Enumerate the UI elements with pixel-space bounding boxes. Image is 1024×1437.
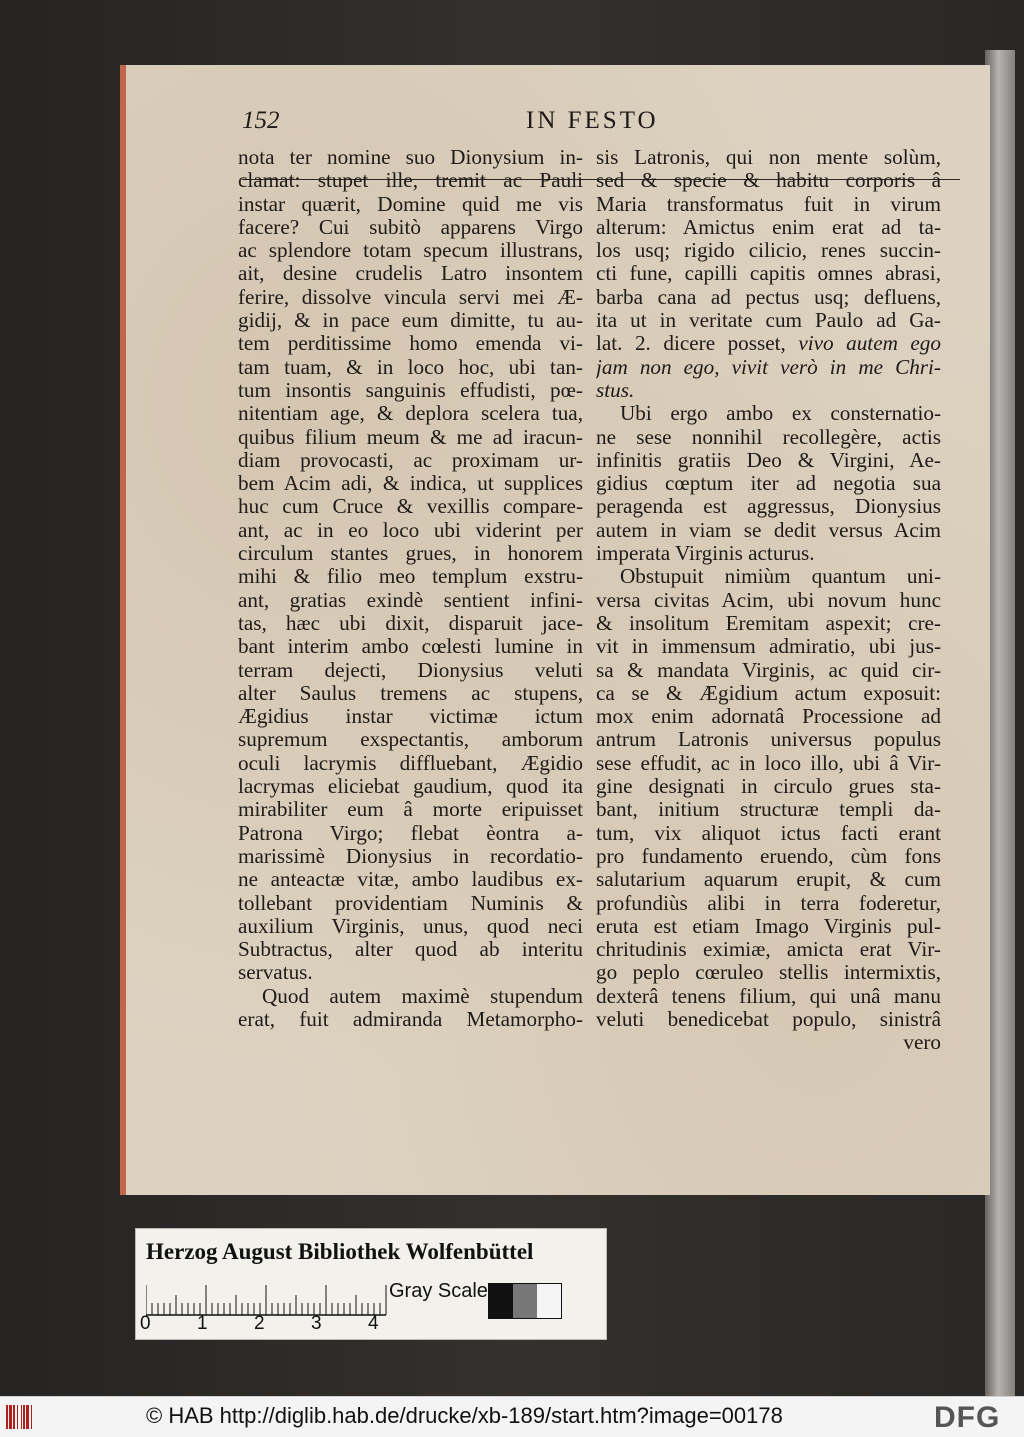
text-line: jam non ego, vivit verò in me Chri-	[596, 355, 941, 379]
text-line: Obstupuit nimiùm quantum uni-	[620, 565, 941, 589]
text-line: ait, desine crudelis Latro insontem	[238, 262, 583, 286]
text-line: sa & mandata Virginis, ac quid cir-	[596, 658, 941, 682]
barcode-bar	[6, 1405, 8, 1429]
text-line: oculi lacrymis diffluebant, Ægidio	[238, 751, 583, 775]
text-line: Patrona Virgo; flebat èontra a-	[238, 821, 583, 845]
text-line: sis Latronis, qui non mente solùm,	[596, 146, 941, 169]
text-line: ita ut in veritate cum Paulo ad Ga-	[596, 309, 941, 333]
text-line: ant, gratias exindè sentient infini-	[238, 588, 583, 612]
text-line: tum insontis sanguinis effudisti, pœ-	[238, 378, 583, 402]
gray-swatch	[537, 1284, 561, 1318]
text-line: bem Acim adi, & indica, ut supplices	[238, 472, 583, 496]
text-line: sed & specie & habitu corporis â	[596, 169, 941, 193]
running-title: IN FESTO	[526, 107, 659, 134]
italic-quote: vivo autem ego	[798, 332, 941, 356]
text-line: servatus.	[238, 961, 313, 985]
text-line: chritudinis eximiæ, amicta erat Vir-	[596, 938, 941, 962]
ruler-number: 0	[140, 1313, 151, 1334]
barcode-bar	[26, 1405, 29, 1429]
text-line: Ægidius instar victimæ ictum	[238, 705, 583, 729]
text-line: profundiùs alibi in terra foderetur,	[596, 891, 941, 915]
text-line: imperata Virginis acturus.	[596, 542, 815, 566]
text-line: autem in viam se dedit versus Acim	[596, 518, 941, 542]
text-line: erat, fuit admiranda Metamorpho-	[238, 1007, 583, 1031]
text-line: marissimè Dionysius in recordatio-	[238, 844, 583, 868]
text-line: auxilium Virginis, unus, quod neci	[238, 914, 583, 938]
text-line: stus.	[596, 378, 635, 402]
text-line: tum, vix aliquot ictus facti erant	[596, 821, 941, 845]
text-line: go peplo cœruleo stellis intermixtis,	[596, 961, 941, 985]
text-line: Quod autem maximè stupendum	[262, 984, 583, 1008]
text-line: gine designati in circulo grues sta-	[596, 775, 941, 799]
text-line: dexterâ tenens filium, qui unâ manu	[596, 984, 941, 1008]
page-number: 152	[242, 107, 280, 134]
text-line: Subtractus, alter quod ab interitu	[238, 938, 583, 962]
text-line: Maria transformatus fuit in virum	[596, 192, 941, 216]
gray-swatch	[489, 1284, 513, 1318]
viewer-footer	[0, 1396, 1024, 1437]
text-line: nitentiam age, & deplora scelera tua,	[238, 402, 583, 426]
library-name: Herzog August Bibliothek Wolfenbüttel	[146, 1239, 534, 1264]
text-line: ant, ac in eo loco ubi viderint per	[238, 518, 583, 542]
text-line: vit in immensum admiratio, ubi jus-	[596, 635, 941, 659]
text-line: mirabiliter eum â morte eripuisset	[238, 798, 583, 822]
text-line	[596, 332, 941, 355]
right-text-column	[596, 146, 941, 1055]
barcode-bar	[31, 1405, 32, 1429]
ruler-number: 1	[197, 1313, 208, 1334]
text-line: antrum Latronis universus populus	[596, 728, 941, 752]
text-line: bant interim ambo cœlesti lumine in	[238, 635, 583, 659]
text-line: salutarium aquarum erupit, & cum	[596, 868, 941, 892]
text-line: ca se & Ægidium actum exposuit:	[596, 681, 941, 705]
text-line: facere? Cui subitò apparens Virgo	[238, 215, 583, 239]
text-line: tas, hæc ubi dixit, disparuit jace-	[238, 611, 583, 635]
dfg-logo: DFG	[934, 1401, 1001, 1434]
page-header	[126, 107, 990, 137]
text-line: tam tuam, & in loco hoc, ubi tan-	[238, 355, 583, 379]
barcode-bar	[21, 1405, 22, 1429]
text-line: eruta est etiam Imago Virginis pul-	[596, 914, 941, 938]
text-line: sese effudit, ac in loco illo, ubi â Vir-	[596, 751, 941, 775]
text-line: gidius cœptum iter ad negotia sua	[596, 472, 941, 496]
ruler-number: 2	[254, 1313, 265, 1334]
text-line: veluti benedicebat populo, sinistrâ	[596, 1007, 941, 1031]
text-line: instar quærit, Domine quid me vis	[238, 192, 583, 216]
text-line: vero	[903, 1031, 941, 1055]
text-line: ne anteactæ vitæ, ambo laudibus ex-	[238, 868, 583, 892]
text-line: Ubi ergo ambo ex consternatio-	[620, 402, 941, 426]
text-line: huc cum Cruce & vexillis compare-	[238, 495, 583, 519]
barcode-bar	[17, 1405, 18, 1429]
text-line: versa civitas Acim, ubi novum hunc	[596, 588, 941, 612]
text-line: alter Saulus tremens ac stupens,	[238, 681, 583, 705]
text-line: peragenda est aggressus, Dionysius	[596, 495, 941, 519]
text-line: cti fune, capilli capitis omnes abrasi,	[596, 262, 941, 286]
text-line: lacrymas eliciebat gaudium, quod ita	[238, 775, 583, 799]
text-line: terram dejecti, Dionysius veluti	[238, 658, 583, 682]
gray-scale-label: Gray Scale	[389, 1280, 488, 1302]
gray-swatch	[513, 1284, 537, 1318]
text-fragment: lat. 2. dicere posset,	[596, 332, 799, 356]
calibration-card	[135, 1228, 607, 1340]
text-line: clamat: stupet ille, tremit ac Pauli	[238, 169, 583, 193]
barcode-bar	[9, 1405, 12, 1429]
text-line: quibus filium meum & me ad iracun-	[238, 425, 583, 449]
text-line: barba cana ad pectus usq; defluens,	[596, 285, 941, 309]
text-line: nota ter nomine suo Dionysium in-	[238, 146, 583, 169]
text-line: tem perditissime homo emenda vi-	[238, 332, 583, 356]
gray-scale-swatches	[488, 1283, 562, 1319]
text-line: bant, initium structuræ templi da-	[596, 798, 941, 822]
text-line: alterum: Amictus enim erat ad ta-	[596, 215, 941, 239]
text-line: los usq; rigido cilicio, renes succin-	[596, 239, 941, 263]
text-line: gidij, & in pace eum dimitte, tu au-	[238, 309, 583, 333]
text-line: supremum exspectantis, amborum	[238, 728, 583, 752]
text-line: diam provocasti, ac proximam ur-	[238, 448, 583, 472]
text-line: ferire, dissolve vincula servi mei Æ-	[238, 285, 583, 309]
barcode-bar	[23, 1405, 25, 1429]
text-line: ne sese nonnihil recollegère, actis	[596, 425, 941, 449]
barcode-icon	[6, 1405, 46, 1429]
text-line: mihi & filio meo templum exstru-	[238, 565, 583, 589]
ruler-number: 4	[368, 1313, 379, 1334]
text-line: infinitis gratiis Deo & Virgini, Ae-	[596, 448, 941, 472]
text-line: mox enim adornatâ Processione ad	[596, 705, 941, 729]
barcode-bar	[13, 1405, 15, 1429]
text-line: circulum stantes grues, in honorem	[238, 542, 583, 566]
text-line: ac splendore totam specum illustrans,	[238, 239, 583, 263]
text-line: & insolitum Eremitam aspexit; cre-	[596, 611, 941, 635]
copyright-link[interactable]: © HAB http://diglib.hab.de/drucke/xb-189/start.htm?image=00178	[146, 1403, 783, 1428]
ruler-number: 3	[311, 1313, 322, 1334]
text-line: tollebant providentiam Numinis &	[238, 891, 583, 915]
left-text-column	[238, 146, 583, 1031]
text-line: pro fundamento eruendo, cùm fons	[596, 844, 941, 868]
